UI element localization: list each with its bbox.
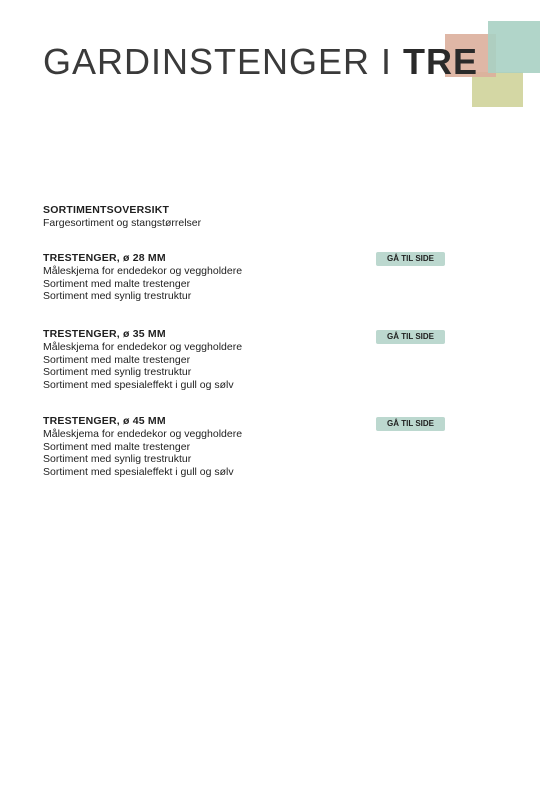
list-item[interactable]: Sortiment med malte trestenger xyxy=(43,277,191,290)
goto-page-button-28mm[interactable]: GÅ TIL SIDE xyxy=(376,252,445,266)
decor-block-teal xyxy=(488,21,540,73)
list-item[interactable]: Sortiment med malte trestenger xyxy=(43,353,191,366)
list-item[interactable]: Sortiment med synlig trestruktur xyxy=(43,453,192,465)
overview-section xyxy=(43,204,503,230)
list-item[interactable]: Sortiment med spesialeffekt i gull og sølv xyxy=(43,465,234,478)
section-28mm xyxy=(43,252,503,303)
list-item[interactable]: Sortiment med synlig trestruktur xyxy=(43,366,192,378)
page-title-bold: TRE xyxy=(403,41,479,82)
overview-title: SORTIMENTSOVERSIKT xyxy=(43,204,170,216)
section-title-45mm: TRESTENGER, ø 45 MM xyxy=(43,415,166,427)
goto-page-button-35mm[interactable]: GÅ TIL SIDE xyxy=(376,330,445,344)
list-item[interactable]: Sortiment med synlig trestruktur xyxy=(43,290,192,302)
section-45mm xyxy=(43,415,503,478)
goto-page-button-45mm[interactable]: GÅ TIL SIDE xyxy=(376,417,445,431)
list-item[interactable]: Måleskjema for endedekor og veggholdere xyxy=(43,341,243,353)
section-title-28mm: TRESTENGER, ø 28 MM xyxy=(43,252,166,264)
section-title-35mm: TRESTENGER, ø 35 MM xyxy=(43,328,166,340)
page-title-light: GARDINSTENGER I xyxy=(43,41,404,82)
list-item[interactable]: Sortiment med spesialeffekt i gull og sølv xyxy=(43,378,234,391)
decor-block-yellow xyxy=(472,72,523,107)
section-35mm xyxy=(43,328,503,391)
list-item[interactable]: Måleskjema for endedekor og veggholdere xyxy=(43,265,243,277)
list-item[interactable]: Sortiment med malte trestenger xyxy=(43,440,191,453)
list-item[interactable]: Måleskjema for endedekor og veggholdere xyxy=(43,428,243,440)
overview-line[interactable]: Fargesortiment og stangstørrelser xyxy=(43,217,202,229)
page-title xyxy=(43,42,478,82)
